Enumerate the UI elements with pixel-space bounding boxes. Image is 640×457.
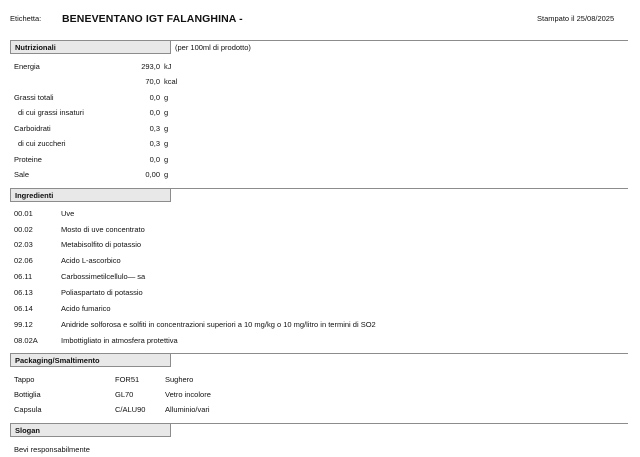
nutrient-unit: g <box>164 170 169 179</box>
nutrient-value: 0,0 <box>149 155 160 164</box>
packaging-material: Alluminio/vari <box>165 405 210 414</box>
slogan-heading: Slogan <box>10 423 171 437</box>
nutrient-unit: g <box>164 124 169 133</box>
ingredient-code: 08.02A <box>14 336 38 345</box>
ingredient-name: Acido fumarico <box>61 304 111 313</box>
ingredient-name: Uve <box>61 209 75 218</box>
ingredient-name: Poliaspartato di potassio <box>61 288 143 297</box>
nutrient-name: Carboidrati <box>14 124 51 133</box>
ingredient-name: Acido L-ascorbico <box>61 256 121 265</box>
product-title: BENEVENTANO IGT FALANGHINA - <box>62 13 243 25</box>
nutrition-note: (per 100ml di prodotto) <box>175 43 251 52</box>
label-caption: Etichetta: <box>10 14 42 23</box>
ingredient-code: 06.11 <box>14 272 33 281</box>
nutrient-value: 0,00 <box>145 170 160 179</box>
nutrient-unit: g <box>164 155 169 164</box>
ingredients-divider <box>171 188 628 189</box>
packaging-divider <box>171 353 628 354</box>
packaging-part: Tappo <box>14 375 35 384</box>
nutrient-name: Grassi totali <box>14 93 54 102</box>
ingredient-code: 99.12 <box>14 320 33 329</box>
packaging-material: Sughero <box>165 375 194 384</box>
ingredient-name: Carbossimetilcellulo— sa <box>61 272 146 281</box>
nutrient-value: 0,0 <box>149 93 160 102</box>
ingredient-code: 00.02 <box>14 225 33 234</box>
packaging-part: Bottiglia <box>14 390 41 399</box>
ingredient-name: Anidride solforosa e solfiti in concentrazioni superiori a 10 mg/kg o 10 mg/litro in termini di SO2 <box>61 320 376 329</box>
ingredient-code: 02.03 <box>14 240 33 249</box>
nutrient-name: di cui zuccheri <box>18 139 66 148</box>
print-date: Stampato il 25/08/2025 <box>537 14 615 23</box>
ingredient-code: 02.06 <box>14 256 33 265</box>
nutrient-value: 293,0 <box>141 62 160 71</box>
ingredient-name: Metabisolfito di potassio <box>61 240 142 249</box>
nutrient-value: 70,0 <box>145 77 160 86</box>
packaging-part: Capsula <box>14 405 42 414</box>
packaging-code: GL70 <box>115 390 134 399</box>
nutrient-name: di cui grassi insaturi <box>18 108 84 117</box>
packaging-code: C/ALU90 <box>115 405 146 414</box>
nutrient-unit: g <box>164 93 169 102</box>
nutrient-unit: kcal <box>164 77 178 86</box>
ingredient-code: 06.14 <box>14 304 33 313</box>
ingredient-code: 06.13 <box>14 288 33 297</box>
slogan-text: Bevi responsabilmente <box>14 445 90 454</box>
packaging-heading: Packaging/Smaltimento <box>10 353 171 367</box>
nutrient-name: Proteine <box>14 155 42 164</box>
nutrient-value: 0,0 <box>149 108 160 117</box>
ingredient-name: Mosto di uve concentrato <box>61 225 145 234</box>
nutrient-value: 0,3 <box>149 124 160 133</box>
ingredient-name: Imbottigliato in atmosfera protettiva <box>61 336 178 345</box>
nutrient-name: Energia <box>14 62 40 71</box>
nutrient-value: 0,3 <box>149 139 160 148</box>
nutrient-unit: g <box>164 139 169 148</box>
ingredient-code: 00.01 <box>14 209 33 218</box>
slogan-divider <box>171 423 628 424</box>
packaging-material: Vetro incolore <box>165 390 211 399</box>
nutrient-name: Sale <box>14 170 30 179</box>
nutrient-unit: kJ <box>164 62 172 71</box>
nutrient-unit: g <box>164 108 169 117</box>
ingredients-heading: Ingredienti <box>10 188 171 202</box>
packaging-code: FOR51 <box>115 375 140 384</box>
nutrition-divider <box>171 40 628 41</box>
nutrition-heading: Nutrizionali <box>10 40 171 54</box>
